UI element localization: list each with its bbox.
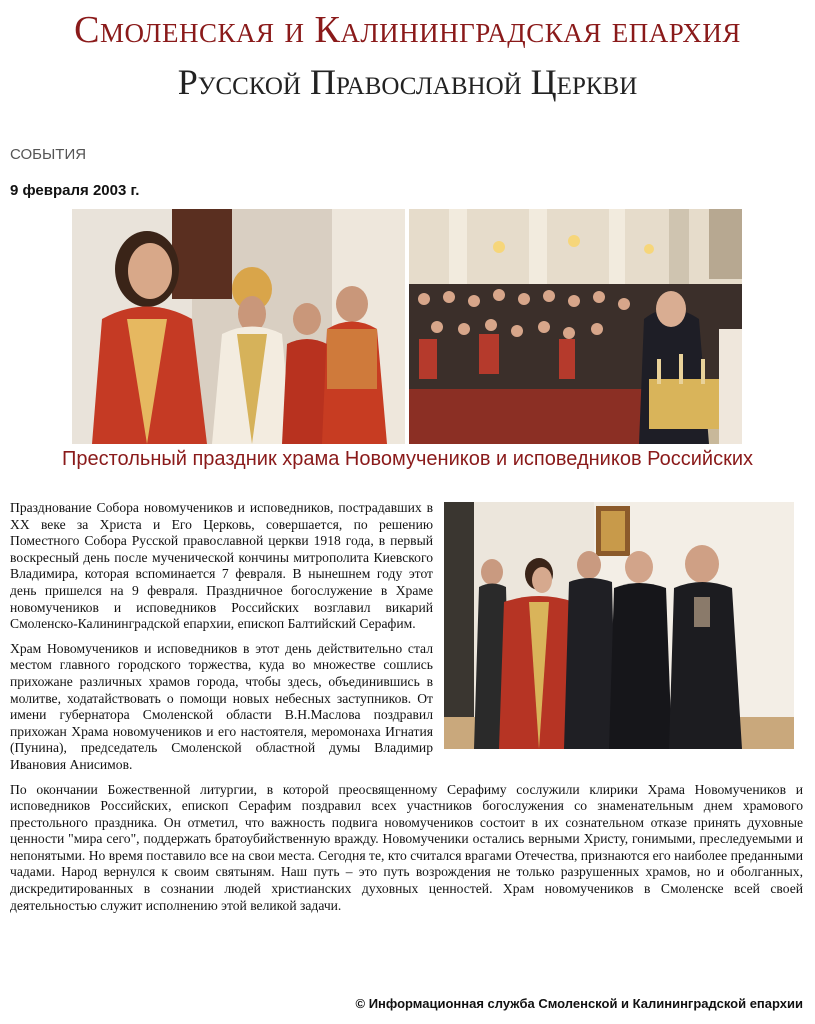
masthead-line2: Русской Православной Церкви (177, 62, 638, 102)
article-body (10, 500, 803, 922)
photo-congregation (409, 209, 742, 444)
article-paragraph-2: Храм Новомучеников и исповедников в этот день действительно стал местом главного городского торжества, куда во множестве сошлись прихожане различных храмов города, чтобы здесь, объединившись в молитве, ходатайствовать о помощи новых небесных заступников. От имени губернатора Смоленской области В.Н.Маслова поздравил прихожан Храма новомучеников и его настоятеля, меромонаха Игнатия (Пунина), председатель Смоленской областной думы Владимир Ивановия Анисимов. (10, 640, 433, 772)
article-paragraph-1: Празднование Собора новомучеников и исповедников, пострадавших в XX веке за Христа и Его Церковь, совершается, по решению Поместного Собора Русской православной церкви 1918 года, в первый воскресный день после мученической кончины митрополита Киевского Владимира, которая вспоминается 7 февраля. В нынешнем году этот день пришелся на 9 февраля. Праздничное богослужение в Храме новомучеников и исповедников Российских возглавил викарий Смоленско-Калининградской епархии, епископ Балтийский Серафим. (10, 500, 433, 632)
masthead-line1: Смоленская и Калининградская епархия (74, 9, 741, 51)
article-headline: Престольный праздник храма Новомучеников и исповедников Российских (62, 448, 753, 470)
copyright-credit: © Информационная служба Смоленской и Калининградской епархии (355, 996, 803, 1011)
article-date: 9 февраля 2003 г. (10, 182, 140, 199)
section-label[interactable]: СОБЫТИЯ (10, 146, 87, 163)
article-paragraph-3: По окончании Божественной литургии, в которой преосвященному Серафиму сослужили клирики Храма Новомучеников и исповедников Российских, епископ Серафим поздравил всех участников богослужения со знаменательным днем храмового престольного праздника. Он отметил, что важность подвига новомучеников состоит в их сознательном отказе принять духовные ценности "мира сего", поддержать братоубийственную вражду. Новомученики остались верными Христу, гонимыми, преследуемыми и непонятыми. Но время поставило все на свои места. Сегодня те, кто считался врагами Отечества, признаются его наиболее преданными чадами. Народ вернулся к своим святыням. Наш путь – это путь возрождения не только разрушенных храмов, но и оболганных, дискредитированных в сознании людей христианских духовных ценностей. Храм новомучеников в Смоленске всей своей деятельностью служит исполнению этой великой задачи. (10, 781, 803, 913)
photo-clergy-at-altar (72, 209, 405, 444)
masthead (0, 0, 815, 110)
photo-float-space (443, 500, 803, 756)
